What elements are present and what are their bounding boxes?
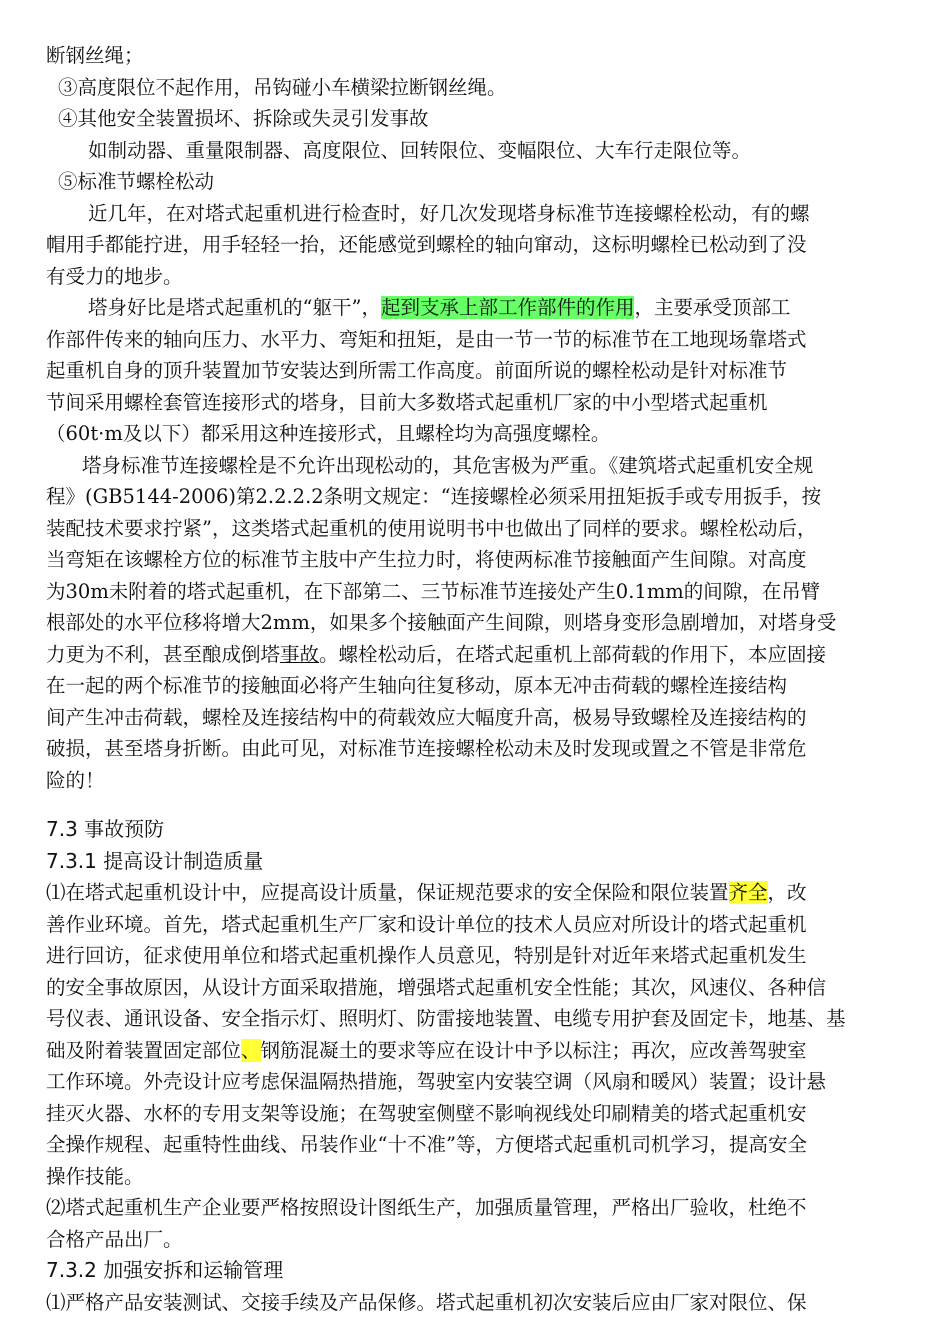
text-line: 工作环境。外壳设计应考虑保温隔热措施，驾驶室内安装空调（风扇和暖风）装置；设计悬 <box>46 1070 827 1093</box>
text-line: 在一起的两个标准节的接触面必将产生轴向往复移动，原本无冲击荷载的螺栓连接结构 <box>46 674 788 697</box>
paragraph-start <box>46 292 904 324</box>
spacer <box>46 796 904 814</box>
text-run: 塔身好比是塔式起重机的“躯干”， <box>88 296 381 319</box>
text-line: 起重机自身的顶升装置加节安装达到所需工作高度。前面所说的螺栓松动是针对标准节 <box>46 359 788 382</box>
green-highlight: 起到支承上部工作部件的作用 <box>380 296 635 319</box>
paragraph-start: 近几年，在对塔式起重机进行检查时，好几次发现塔身标准节连接螺栓松动，有的螺 <box>88 201 810 225</box>
text-line: 装配技术要求拧紧”，这类塔式起重机的使用说明书中也做出了同样的要求。螺栓松动后， <box>46 516 817 540</box>
text-run: 力更为不利，甚至酿成倒塔 <box>46 642 281 666</box>
text-line: 操作技能。 <box>46 1164 144 1188</box>
text-run: ⑴在塔式起重机设计中，应提高设计质量，保证规范要求的安全保险和限位装置 <box>46 881 729 904</box>
subsection-heading: 7.3.2 加强安拆和运输管理 <box>46 1258 284 1282</box>
text-line: 当弯矩在该螺栓方位的标准节主肢中产生拉力时，将使两标准节接触面产生间隙。对高度 <box>46 548 807 571</box>
section-heading: 7.3 事故预防 <box>46 817 165 841</box>
text-line: 险的！ <box>46 768 105 792</box>
text-line <box>46 1035 904 1067</box>
paragraph-start <box>46 877 904 909</box>
subsection-heading: 7.3.1 提高设计制造质量 <box>46 848 264 873</box>
text-line: 有受力的地步。 <box>46 264 183 288</box>
underlined-word: 事故 <box>280 642 320 666</box>
text-line: 节间采用螺栓套管连接形式的塔身，目前大多数塔式起重机厂家的中小型塔式起重机 <box>46 390 768 414</box>
text-line: 全操作规程、起重特性曲线、吊装作业“十不准”等，方便塔式起重机司机学习，提高安全 <box>46 1133 807 1156</box>
text-line: 间产生冲击荷载，螺栓及连接结构中的荷载效应大幅度升高，极易导致螺栓及连接结构的 <box>46 705 807 729</box>
text-line: 的安全事故原因，从设计方面采取措施，增强塔式起重机安全性能；其次，风速仪、各种信 <box>46 975 827 999</box>
text-line: 作部件传来的轴向压力、水平力、弯矩和扭矩，是由一节一节的标准节在工地现场靠塔式 <box>46 327 807 351</box>
text-run: 钢筋混凝土的要求等应在设计中予以标注；再次，应改善驾驶室 <box>260 1038 807 1062</box>
list-item-3: ③高度限位不起作用，吊钩碰小车横梁拉断钢丝绳。 <box>58 75 507 99</box>
paragraph-start: ⑵塔式起重机生产企业要严格按照设计图纸生产，加强质量管理，严格出厂验收，杜绝不 <box>46 1196 807 1219</box>
text-line: 合格产品出厂。 <box>46 1227 183 1251</box>
text-line <box>46 639 904 671</box>
text-line: 进行回访，征求使用单位和塔式起重机操作人员意见，特别是针对近年来塔式起重机发生 <box>46 944 807 967</box>
paragraph-start: ⑴严格产品安装测试、交接手续及产品保修。塔式起重机初次安装后应由厂家对限位、保 <box>46 1290 807 1314</box>
list-item-5: ⑤标准节螺栓松动 <box>58 170 215 193</box>
text-line: （60t·m及以下）都采用这种连接形式，且螺栓均为高强度螺栓。 <box>46 422 611 445</box>
text-line: 如制动器、重量限制器、高度限位、回转限位、变幅限位、大车行走限位等。 <box>88 138 752 162</box>
paragraph-start: 塔身标准节连接螺栓是不允许出现松动的，其危害极为严重。《建筑塔式起重机安全规 <box>82 453 814 477</box>
text-run: ，主要承受顶部工 <box>634 296 791 319</box>
text-line: 根部处的水平位移将增大2mm，如果多个接触面产生间隙，则塔身变形急剧增加，对塔身受 <box>46 611 837 634</box>
text-run: ，改 <box>767 881 807 904</box>
list-item-4: ④其他安全装置损坏、拆除或失灵引发事故 <box>58 107 429 130</box>
text-line: 帽用手都能拧进，用手轻轻一抬，还能感觉到螺栓的轴向窜动，这标明螺栓已松动到了没 <box>46 233 807 256</box>
yellow-highlight: 、 <box>241 1038 261 1062</box>
text-line: 挂灭火器、水杯的专用支架等设施；在驾驶室侧壁不影响视线处印刷精美的塔式起重机安 <box>46 1101 807 1125</box>
yellow-highlight: 齐全 <box>728 881 768 904</box>
text-run: 础及附着装置固定部位 <box>46 1038 242 1062</box>
text-line: 破损，甚至塔身折断。由此可见，对标准节连接螺栓松动未及时发现或置之不管是非常危 <box>46 737 807 760</box>
text-line: 善作业环境。首先，塔式起重机生产厂家和设计单位的技术人员应对所设计的塔式起重机 <box>46 912 807 936</box>
text-line: 为30m未附着的塔式起重机，在下部第二、三节标准节连接处产生0.1mm的间隙，在吊臂 <box>46 579 821 603</box>
text-line: 程》(GB5144-2006)第2.2.2.2条明文规定：“连接螺栓必须采用扭矩扳手或专用扳手，按 <box>46 485 822 508</box>
text-line: 断钢丝绳； <box>46 44 144 67</box>
text-run: 。螺栓松动后，在塔式起重机上部荷载的作用下，本应固接 <box>319 642 827 666</box>
text-line: 号仪表、通讯设备、安全指示灯、照明灯、防雷接地装置、电缆专用护套及固定卡，地基、基 <box>46 1007 846 1030</box>
